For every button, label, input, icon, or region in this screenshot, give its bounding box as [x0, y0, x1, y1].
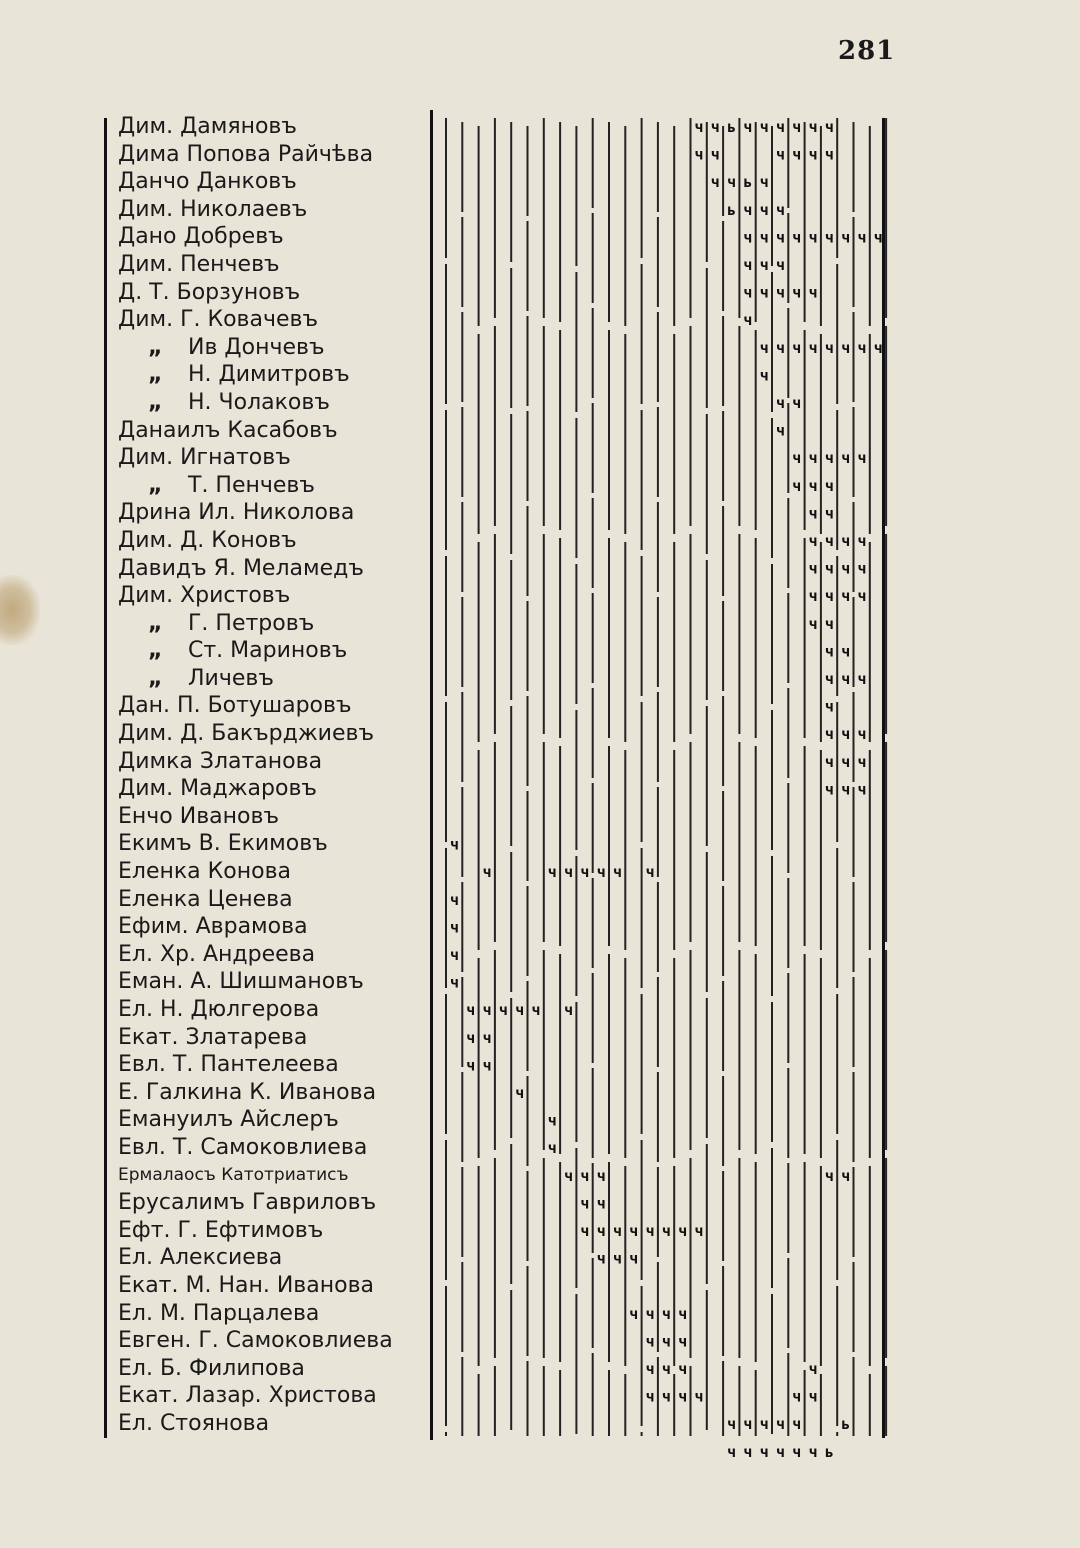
attendance-mark: ч — [466, 1028, 476, 1047]
attendance-mark: ч — [824, 1166, 834, 1185]
attendance-mark: ч — [841, 587, 851, 606]
attendance-mark: ь — [841, 1415, 851, 1434]
attendance-mark: ч — [759, 228, 769, 247]
attendance-mark: ч — [645, 1387, 655, 1406]
attendance-mark: ч — [841, 780, 851, 799]
attendance-mark: ч — [629, 1249, 639, 1268]
attendance-mark: ч — [792, 449, 802, 468]
attendance-mark: ч — [482, 1001, 492, 1020]
register-name-text: Енчо Ивановъ — [118, 803, 279, 829]
register-name-text: Еман. А. Шишмановъ — [118, 969, 364, 995]
attendance-mark: ч — [613, 1222, 623, 1240]
attendance-mark: ч — [824, 780, 834, 799]
attendance-mark: ч — [776, 394, 786, 412]
attendance-mark: ч — [694, 145, 704, 164]
register-name-text: Евл. Т. Пантелеева — [118, 1052, 339, 1078]
attendance-mark: ч — [727, 1442, 737, 1461]
attendance-mark: ч — [841, 338, 851, 357]
attendance-mark: ч — [547, 863, 557, 882]
attendance-mark: ч — [466, 1056, 476, 1075]
attendance-mark: ч — [841, 670, 851, 688]
register-name-text: Екат. Златарева — [118, 1024, 308, 1050]
attendance-mark: ч — [824, 697, 834, 716]
attendance-mark: ч — [596, 863, 606, 882]
attendance-mark: ч — [808, 532, 818, 550]
attendance-mark: ч — [776, 1442, 786, 1461]
attendance-mark: ч — [824, 449, 834, 468]
attendance-mark: ч — [857, 449, 867, 468]
attendance-mark: ч — [482, 1056, 492, 1075]
attendance-mark: ч — [759, 338, 769, 357]
attendance-mark: ч — [661, 1360, 671, 1378]
attendance-mark: ч — [743, 283, 753, 302]
attendance-mark: ч — [613, 1249, 623, 1268]
attendance-mark: ч — [450, 890, 460, 909]
attendance-mark: ч — [792, 1415, 802, 1434]
attendance-mark: ч — [547, 1139, 557, 1158]
register-name-text: Дим. Д. Бакърджиевъ — [118, 721, 374, 747]
register-name-text: Дан. П. Ботушаровъ — [118, 693, 352, 719]
register-name-text: Т. Пенчевъ — [188, 472, 315, 498]
attendance-mark: ч — [808, 118, 818, 136]
register-name-text: Дано Добревъ — [118, 224, 284, 250]
attendance-mark: ч — [776, 1415, 786, 1434]
attendance-mark: ч — [824, 145, 834, 164]
attendance-mark: ч — [824, 476, 834, 495]
attendance-mark: ч — [759, 118, 769, 136]
attendance-mark: ч — [776, 118, 786, 136]
register-name-text: Евген. Г. Самоковлиева — [118, 1328, 393, 1354]
ditto-mark: „ — [148, 638, 163, 664]
register-name-text: Д. Т. Борзуновъ — [118, 279, 301, 305]
attendance-mark: ч — [873, 338, 883, 357]
register-name-text: Ст. Мариновъ — [188, 638, 348, 664]
attendance-mark: ч — [841, 228, 851, 247]
attendance-mark: ч — [857, 338, 867, 357]
attendance-mark: ч — [645, 1304, 655, 1323]
attendance-mark: ч — [710, 118, 720, 136]
attendance-mark: ч — [678, 1332, 688, 1351]
register-name-text: Дим. Д. Коновъ — [118, 527, 297, 553]
register-name-text: Дим. Пенчевъ — [118, 251, 280, 277]
attendance-mark: ч — [841, 752, 851, 771]
attendance-mark: ч — [661, 1332, 671, 1351]
attendance-mark: ч — [857, 559, 867, 578]
attendance-mark: ч — [824, 559, 834, 578]
ditto-mark: „ — [148, 472, 163, 498]
attendance-mark: ь — [727, 118, 737, 136]
register-name-text: Данчо Данковъ — [118, 169, 297, 195]
register-name-text: Е. Галкина К. Иванова — [118, 1079, 377, 1105]
register-name-text: Н. Димитровъ — [188, 362, 350, 388]
attendance-mark: ч — [580, 1222, 590, 1240]
attendance-mark: ч — [776, 145, 786, 164]
attendance-mark: ч — [450, 973, 460, 992]
attendance-mark: ч — [661, 1387, 671, 1406]
register-name-text: Личевъ — [188, 665, 274, 691]
attendance-mark: ч — [824, 504, 834, 523]
register-name-text: Ел. М. Парцалева — [118, 1300, 320, 1326]
attendance-mark: ч — [808, 614, 818, 633]
attendance-mark: ч — [629, 1304, 639, 1323]
attendance-mark: ч — [776, 421, 786, 440]
attendance-mark: ч — [857, 587, 867, 606]
attendance-mark: ч — [678, 1360, 688, 1378]
attendance-mark: ч — [841, 1166, 851, 1185]
attendance-mark: ч — [776, 228, 786, 247]
attendance-mark: ч — [759, 200, 769, 219]
attendance-mark: ч — [824, 532, 834, 550]
attendance-mark: ч — [824, 642, 834, 661]
attendance-mark: ч — [808, 338, 818, 357]
attendance-mark: ч — [710, 145, 720, 164]
attendance-mark: ч — [629, 1222, 639, 1240]
register-name-text: Екат. М. Нан. Иванова — [118, 1272, 375, 1298]
attendance-mark: ч — [678, 1222, 688, 1240]
attendance-mark: ч — [841, 532, 851, 550]
attendance-mark: ч — [645, 863, 655, 882]
attendance-mark: ч — [776, 200, 786, 219]
attendance-mark: ч — [808, 587, 818, 606]
ditto-mark: „ — [148, 389, 163, 415]
ditto-mark: „ — [148, 362, 163, 388]
attendance-mark: ь — [743, 173, 753, 192]
attendance-mark: ч — [743, 1442, 753, 1461]
attendance-mark: ч — [759, 256, 769, 274]
attendance-mark: ч — [466, 1001, 476, 1020]
attendance-mark: ч — [515, 1084, 525, 1102]
register-name-text: Евл. Т. Самоковлиева — [118, 1134, 368, 1160]
attendance-mark: ч — [596, 1166, 606, 1185]
attendance-mark: ч — [776, 283, 786, 302]
register-name-text: Димка Златанова — [118, 748, 323, 774]
attendance-mark: ч — [792, 118, 802, 136]
attendance-mark: ч — [661, 1222, 671, 1240]
attendance-mark: ч — [808, 559, 818, 578]
attendance-mark: ч — [450, 918, 460, 937]
register-name-text: Дима Попова Райчѣва — [118, 141, 374, 167]
attendance-mark: ч — [792, 228, 802, 247]
attendance-mark: ч — [824, 228, 834, 247]
attendance-mark: ч — [645, 1332, 655, 1351]
attendance-mark: ч — [743, 200, 753, 219]
ditto-mark: „ — [148, 665, 163, 691]
attendance-mark: ч — [482, 863, 492, 882]
ditto-mark: „ — [148, 610, 163, 636]
register-name-text: Дим. Г. Ковачевъ — [118, 307, 319, 333]
attendance-mark: ч — [776, 338, 786, 357]
attendance-mark: ч — [792, 145, 802, 164]
register-name-text: Г. Петровъ — [188, 610, 315, 636]
register-name-text: Еленка Ценева — [118, 886, 293, 912]
attendance-mark: ч — [808, 1360, 818, 1378]
register-name-text: Ив Дончевъ — [188, 334, 325, 360]
attendance-mark: ч — [564, 863, 574, 882]
attendance-mark: ч — [727, 1415, 737, 1434]
register-name-text: Дим. Христовъ — [118, 583, 291, 609]
attendance-mark: ч — [547, 1111, 557, 1130]
attendance-mark: ч — [776, 256, 786, 274]
attendance-mark: ч — [727, 173, 737, 192]
ditto-mark: „ — [148, 334, 163, 360]
register-name-text: Дрина Ил. Николова — [118, 500, 355, 526]
attendance-mark: ч — [792, 394, 802, 412]
attendance-mark: ч — [743, 1415, 753, 1434]
attendance-mark: ч — [808, 145, 818, 164]
register-name-text: Н. Чолаковъ — [188, 389, 330, 415]
attendance-mark: ч — [743, 311, 753, 330]
register-name-text: Еленка Конова — [118, 859, 292, 885]
attendance-mark: ч — [564, 1001, 574, 1020]
attendance-mark: ч — [596, 1222, 606, 1240]
register-name-text: Ел. Алексиева — [118, 1245, 283, 1271]
attendance-mark: ч — [841, 559, 851, 578]
attendance-mark: ч — [824, 670, 834, 688]
attendance-mark: ч — [873, 228, 883, 247]
register-name-text: Давидъ Я. Меламедъ — [118, 555, 364, 581]
attendance-mark: ч — [841, 449, 851, 468]
attendance-mark: ч — [857, 780, 867, 799]
page-number: 281 — [838, 36, 896, 66]
attendance-mark: ч — [743, 228, 753, 247]
attendance-mark: ч — [743, 118, 753, 136]
attendance-mark: ч — [808, 1442, 818, 1461]
register-name-text: Екат. Лазар. Христова — [118, 1383, 377, 1409]
attendance-mark: ч — [824, 587, 834, 606]
attendance-mark: ч — [613, 863, 623, 882]
attendance-mark: ч — [841, 725, 851, 744]
attendance-mark: ч — [759, 173, 769, 192]
attendance-mark: ч — [580, 863, 590, 882]
attendance-mark: ч — [596, 1249, 606, 1268]
attendance-mark: ч — [694, 1387, 704, 1406]
attendance-mark: ч — [824, 118, 834, 136]
attendance-mark: ч — [792, 338, 802, 357]
attendance-mark: ч — [678, 1387, 688, 1406]
attendance-mark: ч — [841, 642, 851, 661]
attendance-mark: ч — [808, 1387, 818, 1406]
register-name-text: Дим. Дамяновъ — [118, 114, 297, 139]
attendance-mark: ч — [824, 338, 834, 357]
attendance-mark: ч — [857, 725, 867, 744]
attendance-mark: ч — [450, 946, 460, 964]
attendance-mark: ч — [515, 1001, 525, 1020]
attendance-mark: ч — [678, 1304, 688, 1323]
attendance-mark: ч — [498, 1001, 508, 1020]
register-name-text: Ефт. Г. Ефтимовъ — [118, 1217, 324, 1243]
register-name-text: Ермалаосъ Катотриатисъ — [118, 1164, 349, 1185]
attendance-mark: ч — [710, 173, 720, 192]
attendance-mark: ч — [580, 1166, 590, 1185]
attendance-mark: ч — [857, 532, 867, 550]
register-name-text: Ел. Стоянова — [118, 1410, 270, 1436]
attendance-mark: ч — [580, 1194, 590, 1213]
attendance-mark: ч — [645, 1222, 655, 1240]
attendance-mark: ч — [808, 504, 818, 523]
attendance-mark: ч — [857, 228, 867, 247]
register-name-text: Екимъ В. Екимовъ — [118, 831, 328, 857]
attendance-mark: ч — [564, 1166, 574, 1185]
register-name-text: Ел. Б. Филипова — [118, 1355, 305, 1381]
register-name-text: Дим. Маджаровъ — [118, 776, 317, 802]
attendance-mark: ч — [857, 670, 867, 688]
attendance-mark: ч — [808, 476, 818, 495]
attendance-mark: ч — [808, 283, 818, 302]
register-name-text: Ефим. Аврамова — [118, 914, 308, 940]
attendance-mark: ч — [482, 1028, 492, 1047]
attendance-mark: ч — [824, 614, 834, 633]
attendance-mark: ч — [759, 1415, 769, 1434]
attendance-mark: ч — [645, 1360, 655, 1378]
attendance-mark: ч — [792, 283, 802, 302]
register-name-text: Дим. Игнатовъ — [118, 445, 291, 471]
attendance-mark: ч — [531, 1001, 541, 1020]
attendance-mark: ч — [743, 256, 753, 274]
attendance-mark: ч — [759, 366, 769, 385]
attendance-mark: ч — [596, 1194, 606, 1213]
register-name-text: Данаилъ Касабовъ — [118, 417, 338, 443]
attendance-mark: ч — [759, 283, 769, 302]
attendance-mark: ч — [808, 449, 818, 468]
attendance-mark: ч — [694, 1222, 704, 1240]
attendance-mark: ч — [808, 228, 818, 247]
register-name-text: Ел. Н. Дюлгерова — [118, 997, 320, 1022]
register-name-text: Емануилъ Айслеръ — [118, 1107, 339, 1133]
attendance-mark: ь — [727, 200, 737, 219]
register-name-text: Ел. Хр. Андреева — [118, 941, 316, 967]
attendance-mark: ч — [792, 1387, 802, 1406]
attendance-mark: ч — [694, 118, 704, 136]
register-name-text: Дим. Николаевъ — [118, 196, 308, 222]
attendance-mark: ч — [450, 835, 460, 854]
attendance-mark: ч — [792, 1442, 802, 1461]
attendance-mark: ч — [824, 725, 834, 744]
attendance-mark: ч — [792, 476, 802, 495]
attendance-mark: ч — [824, 752, 834, 771]
attendance-mark: ч — [857, 752, 867, 771]
register-name-text: Ерусалимъ Гавриловъ — [118, 1190, 377, 1216]
attendance-mark: ч — [759, 1442, 769, 1461]
attendance-mark: ч — [661, 1304, 671, 1323]
attendance-mark: ь — [824, 1442, 834, 1461]
